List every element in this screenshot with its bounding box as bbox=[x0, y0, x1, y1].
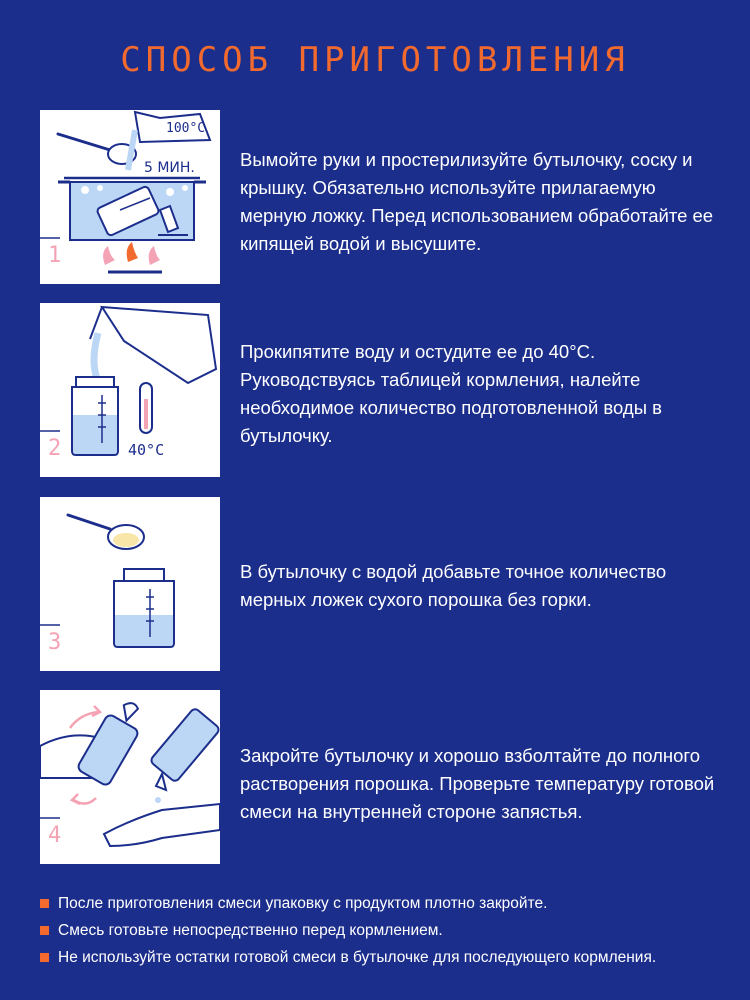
step-2-text: Прокипятите воду и остудите ее до 40°С. Руководствуясь таблицей кормления, налейте необходимое количество подготовленной воды в бутылочку. bbox=[240, 341, 662, 446]
step-4-illustration bbox=[40, 690, 220, 864]
step-number: 3 bbox=[48, 630, 62, 655]
shake-bottle-illustration bbox=[40, 690, 220, 864]
notes-list bbox=[40, 890, 730, 971]
wrist-icon bbox=[104, 804, 220, 846]
step-1-text: Вымойте руки и простерилизуйте бутылочку, соску и крышку. Обязательно используйте прилагаемую мерную ложку. Перед использованием обработайте ее кипящей водой и высушите. bbox=[240, 149, 714, 254]
measuring-spoon-icon bbox=[68, 515, 110, 529]
time-label: 5 МИН. bbox=[144, 160, 195, 176]
measuring-spoon-icon bbox=[58, 134, 110, 150]
note-item: После приготовления смеси упаковку с продуктом плотно закройте. bbox=[40, 890, 730, 917]
sterilize-illustration bbox=[40, 110, 220, 284]
temperature-label: 100°C bbox=[166, 121, 206, 136]
note-item: Смесь готовьте непосредственно перед кормлением. bbox=[40, 917, 730, 944]
add-powder-illustration bbox=[40, 497, 220, 671]
page-title: СПОСОБ ПРИГОТОВЛЕНИЯ bbox=[120, 40, 630, 80]
note-item: Не используйте остатки готовой смеси в бутылочке для последующего кормления. bbox=[40, 944, 730, 971]
bullet-square-icon bbox=[40, 899, 49, 908]
kettle-icon bbox=[102, 307, 216, 383]
pour-water-illustration bbox=[40, 303, 220, 477]
step-3-text: В бутылочку с водой добавьте точное количество мерных ложек сухого порошка без горки. bbox=[240, 561, 667, 610]
bullet-square-icon bbox=[40, 926, 49, 935]
temperature-label: 40°C bbox=[128, 441, 165, 459]
step-3-illustration bbox=[40, 497, 220, 671]
bullet-square-icon bbox=[40, 953, 49, 962]
step-number: 4 bbox=[48, 823, 62, 848]
step-2-illustration bbox=[40, 303, 220, 477]
step-number: 1 bbox=[48, 243, 62, 268]
step-4-text: Закройте бутылочку и хорошо взболтайте до полного растворения порошка. Проверьте температуру готовой смеси на внутренней стороне запястья. bbox=[240, 745, 715, 822]
step-number: 2 bbox=[48, 436, 62, 461]
step-1-illustration bbox=[40, 110, 220, 284]
